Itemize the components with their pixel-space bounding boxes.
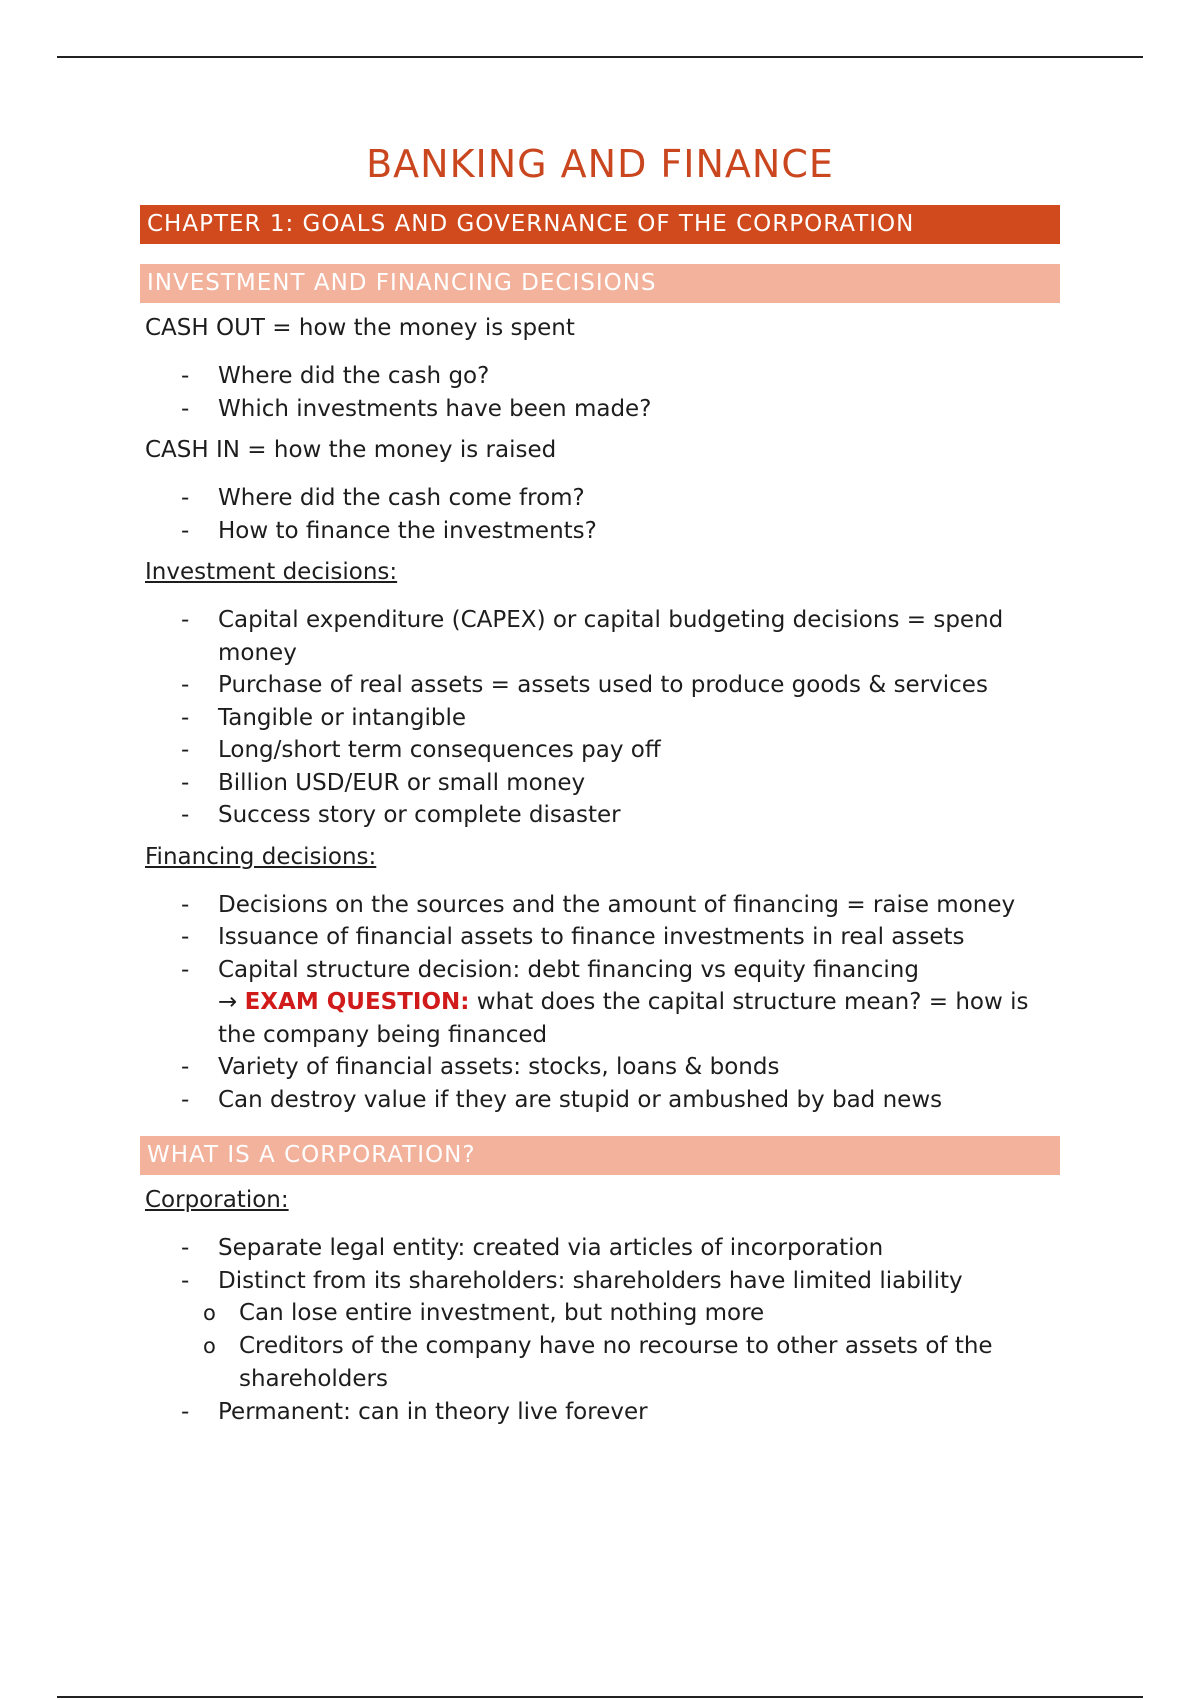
list-item: - Which investments have been made? [140, 393, 1060, 426]
list-item-text: Capital structure decision: debt financing vs equity financing [218, 956, 919, 983]
cash-out-list [140, 360, 1060, 425]
corporation-sub-list [140, 1297, 1060, 1396]
section-heading-investment-financing: INVESTMENT AND FINANCING DECISIONS [140, 264, 1060, 303]
list-item: - Where did the cash go? [140, 360, 1060, 393]
list-item: - Purchase of real assets = assets used to produce goods & services [140, 669, 1060, 702]
exam-question-label: EXAM QUESTION: [244, 989, 470, 1016]
sub-list-item: o Creditors of the company have no recourse to other assets of the shareholders [140, 1330, 1060, 1396]
footer-rule [57, 1696, 1143, 1698]
document-title: BANKING AND FINANCE [366, 142, 834, 186]
list-item: - Where did the cash come from? [140, 482, 1060, 515]
list-item: - Long/short term consequences pay off [140, 734, 1060, 767]
list-item: - Capital expenditure (CAPEX) or capital budgeting decisions = spend money [140, 604, 1060, 669]
list-item: - How to finance the investments? [140, 515, 1060, 548]
corporation-list [140, 1232, 1060, 1297]
list-item: - Permanent: can in theory live forever [140, 1396, 1060, 1429]
section-heading-corporation: WHAT IS A CORPORATION? [140, 1136, 1060, 1175]
financing-decisions-heading: Financing decisions: [145, 843, 377, 870]
list-item: - Decisions on the sources and the amount of financing = raise money [140, 889, 1060, 922]
sub-list-item: o Can lose entire investment, but nothing more [140, 1297, 1060, 1330]
investment-decisions-heading: Investment decisions: [145, 559, 398, 586]
cash-in-list [140, 482, 1060, 547]
cash-out-definition: CASH OUT = how the money is spent [145, 315, 575, 342]
header-rule [57, 56, 1143, 58]
exam-question-text: what does the capital structure mean? = how is the company being financed [218, 989, 1029, 1048]
financing-decisions-list [140, 889, 1060, 1117]
list-item: - Can destroy value if they are stupid or ambushed by bad news [140, 1084, 1060, 1117]
list-item: - Variety of financial assets: stocks, loans & bonds [140, 1051, 1060, 1084]
list-item: - Distinct from its shareholders: shareholders have limited liability [140, 1265, 1060, 1298]
list-item: - Tangible or intangible [140, 702, 1060, 735]
list-item-capital-structure [140, 954, 1060, 1052]
document-page [140, 140, 1060, 1429]
investment-decisions-list [140, 604, 1060, 832]
corporation-list-continued [140, 1396, 1060, 1429]
list-item: - Success story or complete disaster [140, 799, 1060, 832]
chapter-heading: CHAPTER 1: GOALS AND GOVERNANCE OF THE CORPORATION [140, 205, 1060, 244]
cash-in-definition: CASH IN = how the money is raised [145, 437, 557, 464]
list-item: - Billion USD/EUR or small money [140, 767, 1060, 800]
arrow-icon: → [218, 989, 245, 1016]
corporation-heading: Corporation: [145, 1187, 289, 1214]
list-item: - Issuance of financial assets to finance investments in real assets [140, 921, 1060, 954]
list-item: - Separate legal entity: created via articles of incorporation [140, 1232, 1060, 1265]
